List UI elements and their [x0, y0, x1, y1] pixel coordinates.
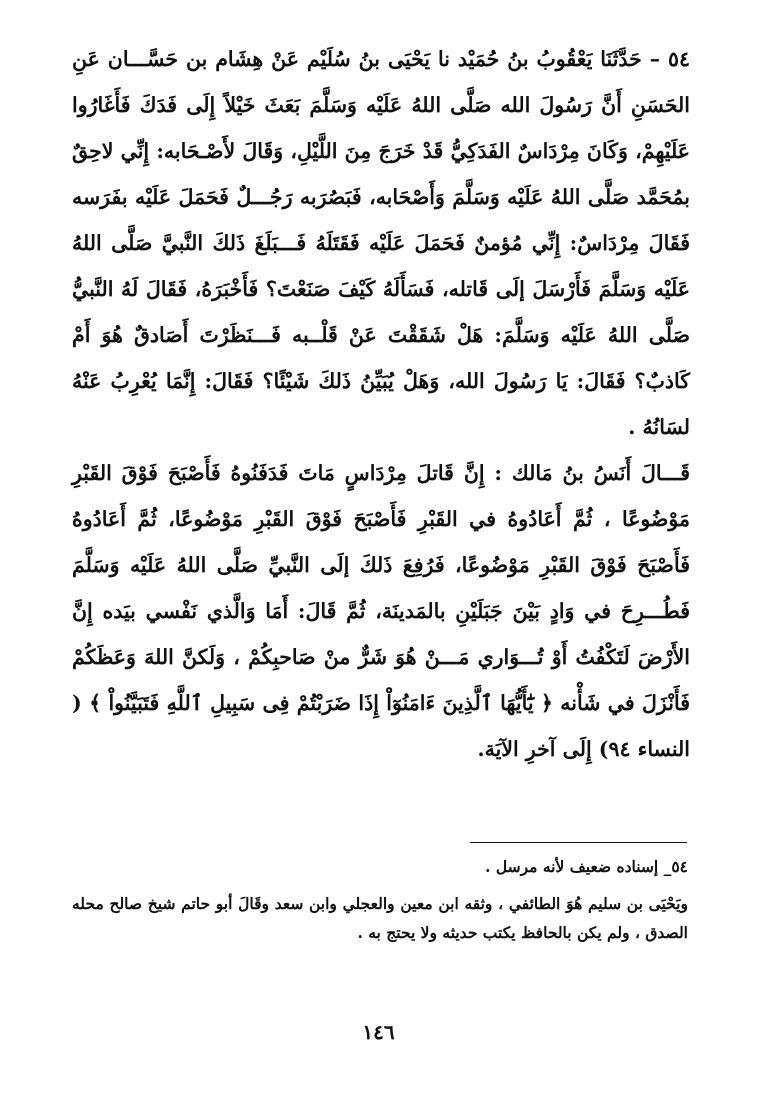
- hadith-paragraph-1: ٥٤ – حَدَّثَنَا يَعْقُوبُ بنُ حُمَيْد نا يَحْيَى بنُ سُلَيْم عَنْ هِشَام بن حَسَّـــان عَنِ الحَسَنِ أَنَّ رَسُولَ الله صَلَّى اللهُ عَلَيْه وَسَلَّمَ بَعَثَ خَيْلاً إِلَى فَدَكَ فَأَغَارُوا عَلَيْهِمْ، وَكَانَ مِرْدَاسٌ الفَدَكِيُّ قَدْ خَرَجَ مِنَ اللَّيْلِ، وَقَالَ لأَصْـحَابه: إِنِّي لاحِقٌ بمُحَمَّد صَلَّى اللهُ عَلَيْه وَسَلَّمَ وَأَصْحَابه، فَبَصُرَبه رَجُـــلٌ فَحَمَلَ عَلَيْه بفَرَسه فَقَالَ مِرْدَاسٌ: إِنِّي مُؤمنٌ فَحَمَلَ عَلَيْه فَقَتَلَهُ فَـــبَلَغَ ذَلكَ النَّبيَّ صَلَّى اللهُ عَلَيْه وَسَلَّمَ فَأَرْسَلَ إلَى قَاتله، فَسَأَلَهُ كَيْفَ صَنَعْتَ؟ فَأَخْبَرَهُ، فَقَالَ لَهُ النَّبيُّ صَلَّى اللهُ عَلَيْه وَسَلَّمَ: هَلْ شَقَقْتَ عَنْ قَلْــبه فَـــنَظَرْتَ أَصَادقٌ هُوَ أَمْ كَاذبٌ؟ فَقَالَ: يَا رَسُولَ الله، وَهَلْ يُبَيِّنُ ذَلكَ شَيْئًا؟ فَقَالَ: إِنَّمَا يُعْرِبُ عَنْهُ لسَانُهُ .: [72, 47, 690, 439]
- footnote-isnad-grade: ٥٤_ إسناده ضعيف لأنه مرسل .: [485, 857, 688, 876]
- hadith-paragraph-2: قَـــالَ أَنَسُ بنُ مَالك : إِنَّ قَاتلَ مِرْدَاسٍ مَاتَ فَدَفَنُوهُ فَأَصْبَحَ فَوْقَ القَبْرِ مَوْضُوعًا ، ثُمَّ أَعَادُوهُ في القَبْرِ فَأَصْبَحَ فَوْقَ القَبْرِ مَوْضُوعًا، ثُمَّ أَعَادُوهُ فَأَصْبَحَ فَوْقَ القَبْرِ مَوْضُوعًا، فَرُفِعَ ذَلكَ إلَى النَّبيِّ صَلَّى اللهُ عَلَيْه وَسَلَّمَ فَطُـــرِحَ في وَادٍ بَيْنَ جَبَلَيْنِ بالمَدينَة، ثُمَّ قَالَ: أَمَا وَالَّذي نَفْسي بيَده إِنَّ الأَرْضَ لَتَكْفُتُ أَوْ تُـــوَاري مَـــنْ هُوَ شَرٌّ منْ صَاحبِكُمْ ، وَلَكنَّ اللهَ وَعَظَكُمْ فَأَنْزَلَ في شَأْنه ﴿ يَٰٓأَيُّهَا ٱلَّذِينَ ءَامَنُوٓاْ إِذَا ضَرَبْتُمْ فِى سَبِيلِ ٱللَّهِ فَتَبَيَّنُواْ ﴾ ( النساء ٩٤) إِلَى آخرِ الآيَة.: [72, 461, 690, 761]
- footnote-narrator-note: ويَحْيَى بن سليم هُوَ الطائفي ، وثقه ابن معين والعجلي وابن سعد وقَالَ أبو حاتم شيخ صالح محله الصدق ، ولم يكن بالحافظ يكتب حديثه ولا يحتج به .: [72, 894, 688, 942]
- footnotes: [72, 852, 688, 947]
- footnote-divider: [470, 842, 687, 843]
- page-number: ١٤٦: [362, 1020, 395, 1044]
- hadith-body: [72, 36, 690, 772]
